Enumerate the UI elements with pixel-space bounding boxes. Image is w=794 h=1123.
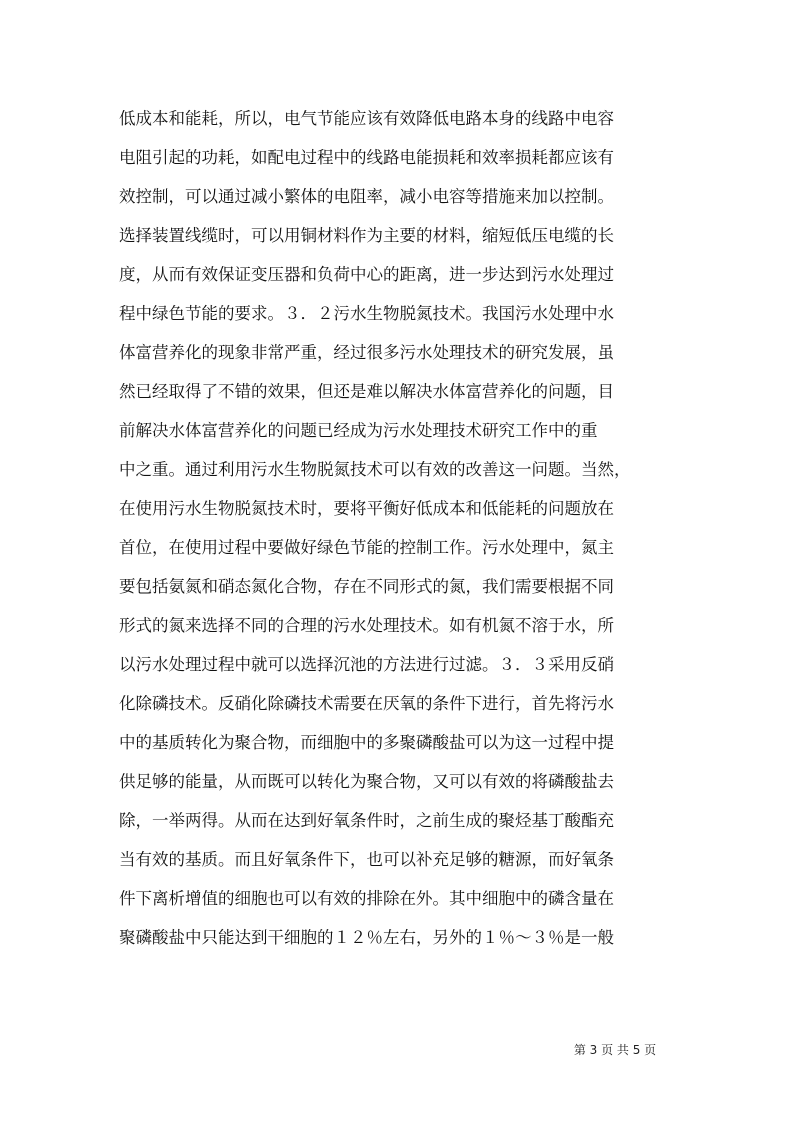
text-line: 度，从而有效保证变压器和负荷中心的距离，进一步达到污水处理过 (119, 265, 614, 284)
text-line: 除，一举两得。从而在达到好氧条件时，之前生成的聚烃基丁酸酯充 (119, 811, 614, 830)
text-line: 聚磷酸盐中只能达到干细胞的１２％左右，另外的１％～３％是一般 (119, 928, 614, 947)
text-line: 中的基质转化为聚合物，而细胞中的多聚磷酸盐可以为这一过程中提 (119, 733, 614, 752)
text-line: 选择装置线缆时，可以用铜材料作为主要的材料，缩短低压电缆的长 (119, 226, 614, 245)
text-line: 化除磷技术。反硝化除磷技术需要在厌氧的条件下进行，首先将污水 (119, 694, 614, 713)
text-line: 前解决水体富营养化的问题已经成为污水处理技术研究工作中的重 (119, 421, 598, 440)
text-line: 体富营养化的现象非常严重，经过很多污水处理技术的研究发展，虽 (119, 343, 614, 362)
text-line: 供足够的能量，从而既可以转化为聚合物，又可以有效的将磷酸盐去 (119, 772, 614, 791)
text-line: 在使用污水生物脱氮技术时，要将平衡好低成本和低能耗的问题放在 (119, 499, 614, 518)
text-line: 低成本和能耗，所以，电气节能应该有效降低电路本身的线路中电容 (119, 109, 614, 128)
text-line: 件下离析增值的细胞也可以有效的排除在外。其中细胞中的磷含量在 (119, 889, 614, 908)
text-line: 形式的氮来选择不同的合理的污水处理技术。如有机氮不溶于水，所 (119, 616, 614, 635)
text-line: 以污水处理过程中就可以选择沉池的方法进行过滤。３．３采用反硝 (119, 655, 614, 674)
text-line: 效控制，可以通过减小繁体的电阻率，减小电容等措施来加以控制。 (119, 187, 614, 206)
text-line: 电阻引起的功耗，如配电过程中的线路电能损耗和效率损耗都应该有 (119, 148, 614, 167)
text-line: 要包括氨氮和硝态氮化合物，存在不同形式的氮，我们需要根据不同 (119, 577, 614, 596)
text-line: 中之重。通过利用污水生物脱氮技术可以有效的改善这一问题。当然， (119, 460, 631, 479)
text-line: 当有效的基质。而且好氧条件下，也可以补充足够的糖源，而好氧条 (119, 850, 614, 869)
text-line: 然已经取得了不错的效果，但还是难以解决水体富营养化的问题，目 (119, 382, 614, 401)
text-line: 首位，在使用过程中要做好绿色节能的控制工作。污水处理中，氮主 (119, 538, 614, 557)
text-line: 程中绿色节能的要求。３．２污水生物脱氮技术。我国污水处理中水 (119, 304, 614, 323)
page-number-footer: 第 3 页 共 5 页 (573, 1043, 657, 1057)
